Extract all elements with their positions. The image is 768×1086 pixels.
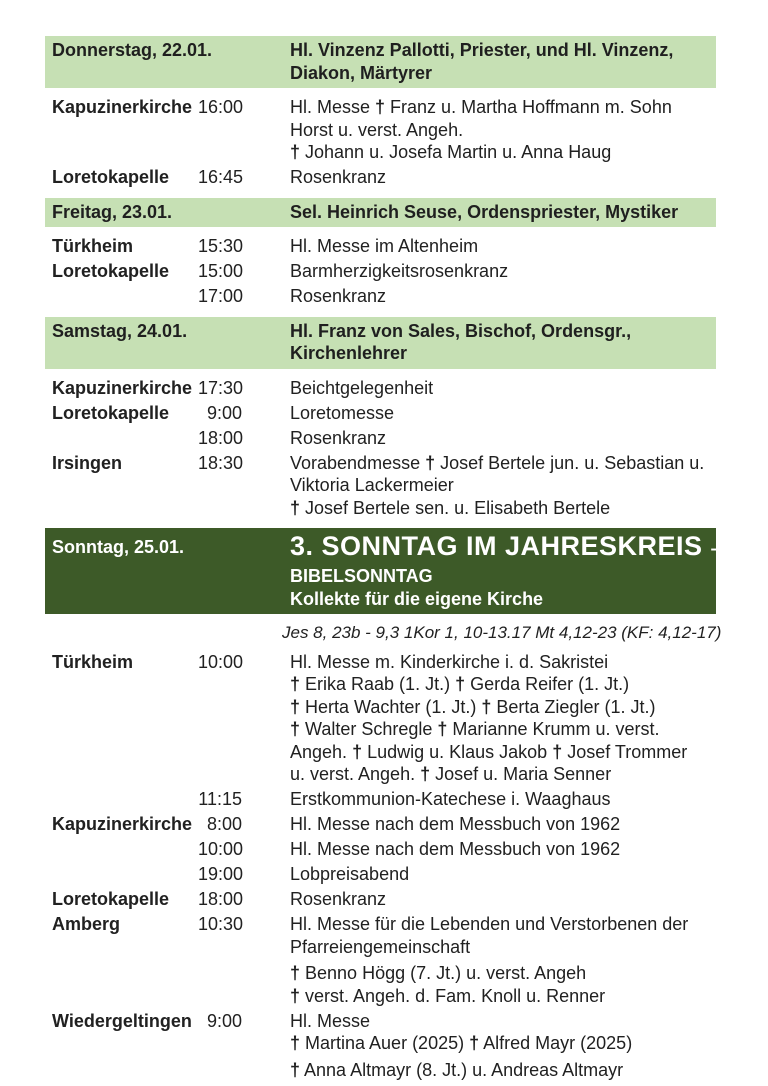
cross-symbol: † — [290, 719, 301, 739]
description-line: Barmherzigkeitsrosenkranz — [290, 261, 509, 281]
schedule-row — [45, 913, 716, 1007]
row-description — [290, 863, 716, 886]
column-gap — [242, 888, 290, 911]
column-gap — [242, 96, 290, 164]
row-location: Loretokapelle — [52, 167, 170, 187]
description-line: Loretomesse — [290, 402, 395, 423]
row-description — [290, 96, 716, 164]
schedule-section — [45, 36, 716, 189]
column-gap — [242, 813, 290, 836]
schedule-row — [45, 888, 716, 911]
column-gap — [242, 377, 290, 400]
description-line: Hl. Messe nach dem Messbuch von 1962 — [290, 839, 621, 859]
schedule — [45, 0, 722, 1081]
description-line: Rosenkranz — [290, 286, 387, 306]
column-gap — [242, 1010, 290, 1082]
row-location: Amberg — [52, 914, 121, 934]
column-gap — [242, 452, 290, 520]
section-header-bar — [45, 528, 722, 614]
schedule-row — [45, 235, 716, 258]
description-line: Rosenkranz — [290, 427, 387, 448]
description-line: Hl. Messe † Franz u. Martha Hoffmann m. Sohn — [290, 97, 672, 117]
column-gap — [242, 838, 290, 861]
row-time: 15:30 — [198, 236, 244, 256]
row-description — [290, 260, 716, 283]
row-time: 16:45 — [198, 167, 244, 187]
section-rows — [45, 235, 716, 308]
cross-symbol: † — [481, 696, 492, 717]
title-dash: – — [710, 539, 722, 560]
cross-symbol: † — [375, 97, 386, 117]
section-rows — [45, 96, 716, 189]
section-date: Sonntag, 25.01. — [52, 537, 185, 557]
row-description — [290, 913, 716, 1007]
schedule-row — [45, 285, 716, 308]
schedule-row — [45, 788, 716, 811]
cross-symbol: † — [469, 1033, 480, 1053]
section-title-line: Diakon, Märtyrer — [290, 62, 433, 83]
row-description — [290, 285, 716, 308]
column-gap — [242, 651, 290, 786]
row-time: 8:00 — [206, 814, 242, 834]
row-description — [290, 1010, 716, 1082]
section-title — [290, 531, 722, 610]
section-date: Samstag, 24.01. — [52, 320, 188, 341]
section-header-bar — [45, 198, 716, 228]
description-line: Hl. Messe nach dem Messbuch von 1962 — [290, 814, 621, 834]
column-gap — [242, 402, 290, 425]
description-line: † Walter Schregle † Marianne Krumm u. verst. — [290, 719, 660, 739]
description-line: † verst. Angeh. d. Fam. Knoll u. Renner — [290, 985, 606, 1006]
row-location: Türkheim — [52, 651, 134, 672]
section-title — [290, 201, 716, 224]
schedule-row — [45, 260, 716, 283]
column-gap — [242, 235, 290, 258]
cross-symbol: † — [290, 1059, 301, 1080]
schedule-section — [45, 198, 716, 308]
cross-symbol: † — [552, 741, 563, 762]
cross-symbol: † — [290, 963, 301, 983]
description-line: † Josef Bertele sen. u. Elisabeth Bertele — [290, 497, 611, 518]
column-gap — [242, 788, 290, 811]
description-line: † Anna Altmayr (8. Jt.) u. Andreas Altmayr — [290, 1059, 624, 1080]
row-time: 11:15 — [198, 789, 242, 809]
column-gap — [242, 285, 290, 308]
cross-symbol: † — [290, 142, 301, 162]
description-line: † Martina Auer (2025) † Alfred Mayr (2025) — [290, 1033, 633, 1053]
row-location: Wiedergeltingen — [52, 1010, 192, 1031]
section-title-line: Kollekte für die eigene Kirche — [290, 588, 544, 609]
row-description — [290, 838, 716, 861]
description-line: Angeh. † Ludwig u. Klaus Jakob † Josef Trommer — [290, 741, 688, 762]
row-description — [290, 377, 716, 400]
cross-symbol: † — [290, 985, 301, 1006]
cross-symbol: † — [290, 674, 301, 694]
column-gap — [242, 260, 290, 283]
section-title-line: BIBELSONNTAG — [290, 566, 433, 586]
column-gap — [242, 427, 290, 450]
row-time: 17:00 — [198, 286, 244, 306]
schedule-row — [45, 1010, 716, 1082]
section-date: Freitag, 23.01. — [52, 201, 173, 222]
description-line: Rosenkranz — [290, 167, 387, 187]
schedule-row — [45, 651, 716, 786]
row-location: Kapuzinerkirche — [52, 377, 193, 398]
description-line: Hl. Messe im Altenheim — [290, 236, 479, 256]
section-title-line: Sel. Heinrich Seuse, Ordenspriester, Mystiker — [290, 201, 679, 222]
cross-symbol: † — [290, 497, 301, 518]
cross-symbol: † — [425, 452, 436, 473]
description-line: Vorabendmesse † Josef Bertele jun. u. Sebastian u. — [290, 452, 705, 473]
description-line: † Herta Wachter (1. Jt.) † Berta Ziegler (1. Jt.) — [290, 696, 656, 717]
cross-symbol: † — [420, 764, 431, 784]
row-location — [52, 838, 198, 861]
row-description — [290, 402, 716, 425]
row-time: 19:00 — [198, 864, 244, 884]
section-header-bar — [45, 36, 716, 88]
row-location: Irsingen — [52, 452, 123, 473]
cross-symbol: † — [437, 719, 448, 739]
description-line: † Benno Högg (7. Jt.) u. verst. Angeh — [290, 963, 587, 983]
row-time: 15:00 — [198, 261, 244, 281]
row-description — [290, 813, 716, 836]
row-location — [52, 427, 198, 450]
row-location: Türkheim — [52, 236, 134, 256]
row-description — [290, 888, 716, 911]
row-location — [52, 285, 198, 308]
cross-symbol: † — [352, 741, 363, 762]
row-location — [52, 863, 198, 886]
description-line: † Erika Raab (1. Jt.) † Gerda Reifer (1. Jt.) — [290, 674, 630, 694]
row-location: Kapuzinerkirche — [52, 814, 193, 834]
description-line: Hl. Messe m. Kinderkirche i. d. Sakristei — [290, 651, 609, 672]
schedule-row — [45, 863, 716, 886]
row-description — [290, 651, 716, 786]
description-line: Hl. Messe für die Lebenden und Verstorbenen der — [290, 914, 689, 934]
readings-line: Jes 8, 23b - 9,3 1Kor 1, 10-13.17 Mt 4,12-23 (KF: 4,12-17) — [282, 623, 722, 642]
schedule-section — [45, 317, 716, 520]
schedule-row — [45, 402, 716, 425]
section-title-line: Hl. Vinzenz Pallotti, Priester, und Hl. Vinzenz, — [290, 40, 674, 60]
description-line: Pfarreiengemeinschaft — [290, 936, 471, 957]
section-title — [290, 320, 716, 365]
schedule-row — [45, 427, 716, 450]
section-title-line: Hl. Franz von Sales, Bischof, Ordensgr., — [290, 320, 632, 341]
section-date: Donnerstag, 22.01. — [52, 40, 213, 60]
description-line: u. verst. Angeh. † Josef u. Maria Senner — [290, 764, 612, 784]
row-location: Loretokapelle — [52, 889, 170, 909]
section-rows — [45, 651, 716, 1082]
row-time: 10:00 — [198, 651, 244, 672]
row-location: Loretokapelle — [52, 402, 170, 423]
row-time: 18:00 — [198, 427, 244, 448]
schedule-row — [45, 838, 716, 861]
section-title — [290, 39, 716, 84]
row-time: 18:30 — [198, 452, 244, 473]
column-gap — [242, 863, 290, 886]
description-line: Beichtgelegenheit — [290, 377, 434, 398]
row-time: 9:00 — [206, 1010, 242, 1031]
section-header-bar — [45, 317, 716, 369]
section-title-line: Kirchenlehrer — [290, 343, 408, 363]
description-line: Viktoria Lackermeier — [290, 475, 454, 495]
row-description — [290, 427, 716, 450]
schedule-section — [45, 528, 722, 1081]
schedule-row — [45, 377, 716, 400]
description-line: Erstkommunion-Katechese i. Waaghaus — [290, 789, 611, 809]
row-description — [290, 788, 716, 811]
row-time: 16:00 — [198, 97, 244, 117]
row-time: 10:00 — [198, 839, 244, 859]
description-line: Lobpreisabend — [290, 864, 410, 884]
column-gap — [242, 166, 290, 189]
row-time: 9:00 — [206, 402, 242, 423]
description-line: † Johann u. Josefa Martin u. Anna Haug — [290, 142, 612, 162]
sunday-title: 3. SONNTAG IM JAHRESKREIS – — [290, 531, 722, 561]
row-time: 18:00 — [198, 889, 244, 909]
description-line: Rosenkranz — [290, 889, 387, 909]
row-location — [52, 788, 198, 811]
schedule-row — [45, 166, 716, 189]
schedule-row — [45, 813, 716, 836]
schedule-row — [45, 452, 716, 520]
row-description — [290, 452, 716, 520]
schedule-row — [45, 96, 716, 164]
description-line: Hl. Messe — [290, 1010, 371, 1031]
column-gap — [242, 913, 290, 1007]
row-location: Kapuzinerkirche — [52, 97, 193, 117]
row-description — [290, 166, 716, 189]
section-rows — [45, 377, 716, 520]
row-time: 10:30 — [198, 914, 244, 934]
row-location: Loretokapelle — [52, 261, 170, 281]
cross-symbol: † — [455, 674, 466, 694]
description-line: Horst u. verst. Angeh. — [290, 119, 464, 140]
readings-row — [45, 622, 722, 645]
row-description — [290, 235, 716, 258]
row-time: 17:30 — [198, 377, 244, 398]
cross-symbol: † — [290, 696, 301, 717]
cross-symbol: † — [290, 1033, 301, 1053]
